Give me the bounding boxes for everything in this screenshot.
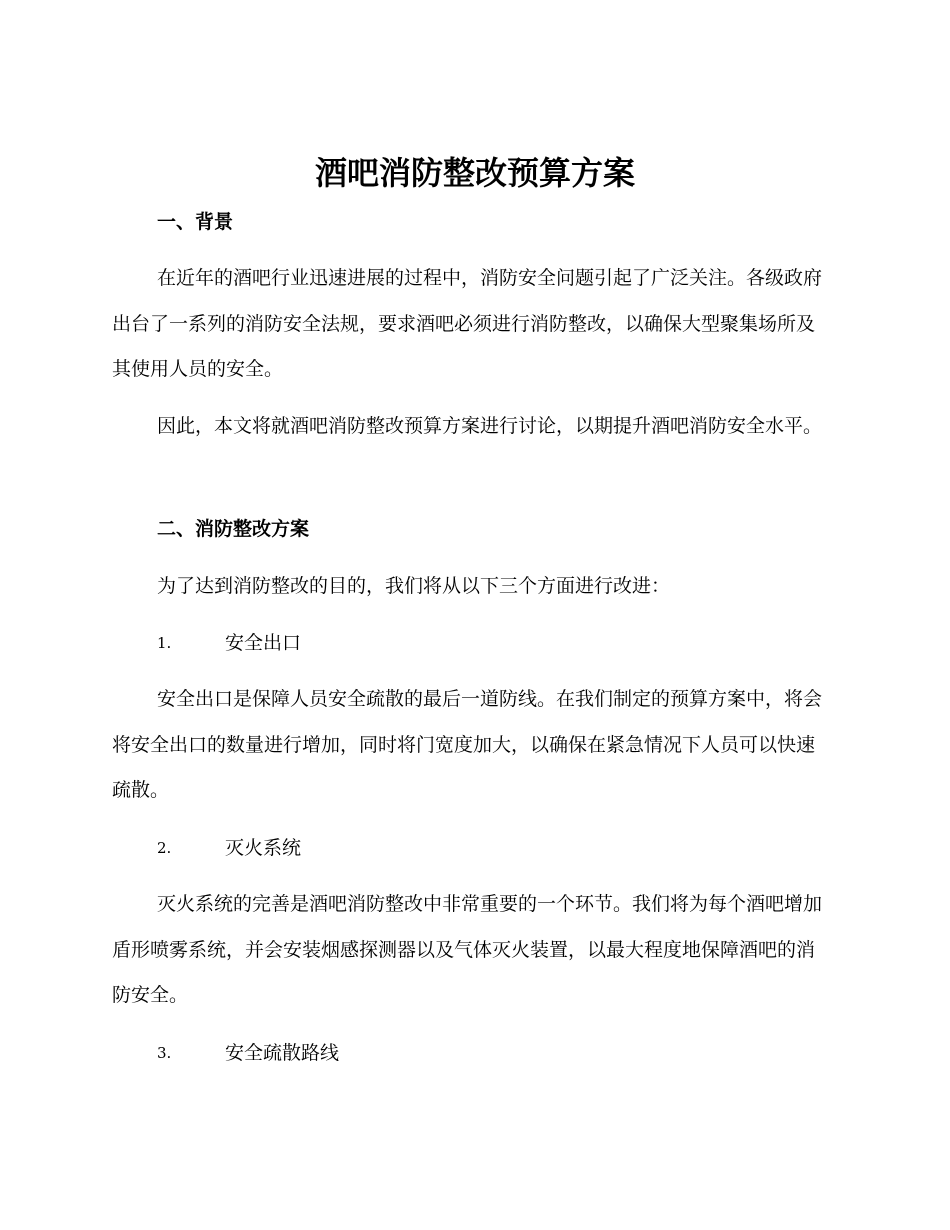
list-number-2: 2. xyxy=(157,839,172,857)
item-1-paragraph: 安全出口是保障人员安全疏散的最后一道防线。在我们制定的预算方案中，将会将安全出口的数量进行增加，同时将门宽度加大，以确保在紧急情况下人员可以快速疏散。 xyxy=(112,688,823,801)
plan-intro: 为了达到消防整改的目的，我们将从以下三个方面进行改进： xyxy=(157,575,671,597)
section-heading-background: 一、背景 xyxy=(157,211,234,233)
list-title-2: 灭火系统 xyxy=(225,837,302,859)
background-paragraph-1: 在近年的酒吧行业迅速进展的过程中，消防安全问题引起了广泛关注。各级政府出台了一系列的消防安全法规，要求酒吧必须进行消防整改，以确保大型聚集场所及其使用人员的安全。 xyxy=(112,267,823,380)
document-title: 酒吧消防整改预算方案 xyxy=(314,154,635,192)
item-2-paragraph: 灭火系统的完善是酒吧消防整改中非常重要的一个环节。我们将为每个酒吧增加盾形喷雾系统，并会安装烟感探测器以及气体灭火装置，以最大程度地保障酒吧的消防安全。 xyxy=(112,893,823,1006)
list-number-3: 3. xyxy=(157,1044,172,1062)
list-title-3: 安全疏散路线 xyxy=(225,1042,340,1064)
list-number-1: 1. xyxy=(157,634,172,652)
background-paragraph-2: 因此，本文将就酒吧消防整改预算方案进行讨论，以期提升酒吧消防安全水平。 xyxy=(157,415,823,437)
section-heading-plan: 二、消防整改方案 xyxy=(157,518,310,540)
list-title-1: 安全出口 xyxy=(225,632,302,654)
